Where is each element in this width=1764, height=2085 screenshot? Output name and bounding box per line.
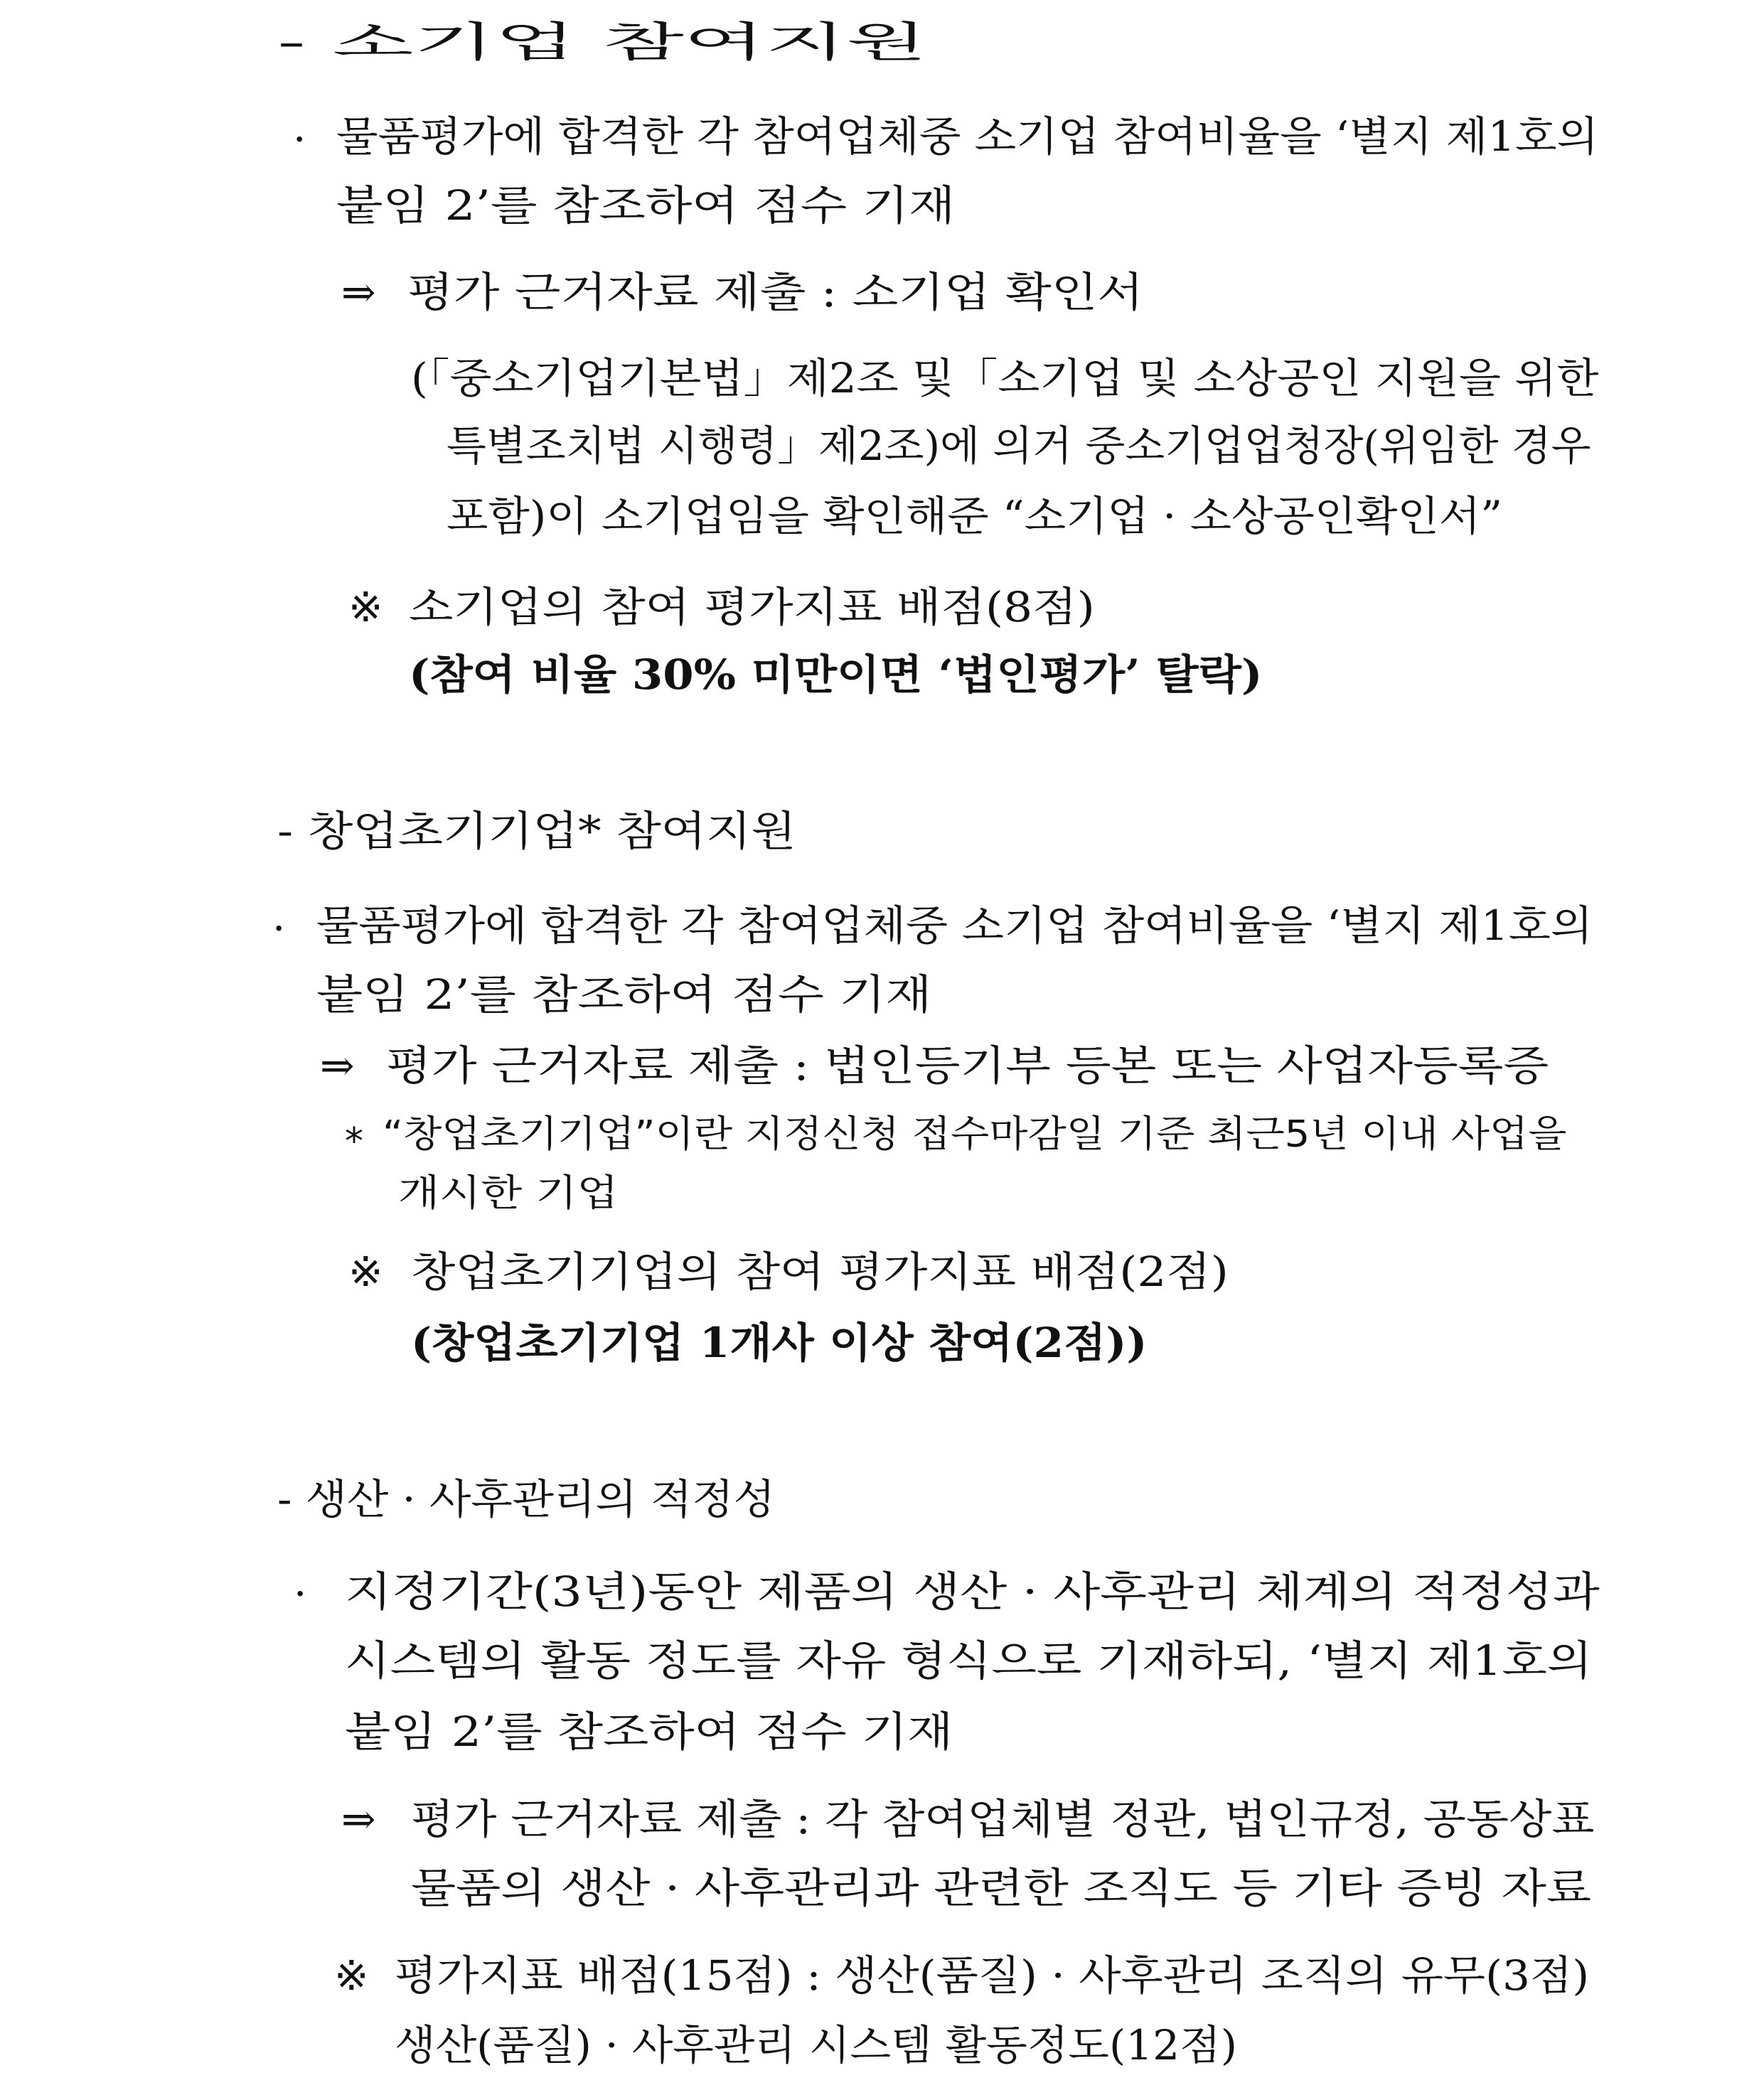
asterisk-mark: * xyxy=(345,1120,363,1163)
arrow-icon: ⇒ xyxy=(341,1795,376,1843)
section-heading: - 창업초기기업* 참여지원 xyxy=(277,807,796,855)
bullet-mark: · xyxy=(272,904,286,953)
section-heading: - 생산 · 사후관리의 적정성 xyxy=(277,1475,776,1523)
evidence-line: 평가 근거자료 제출 : 법인등기부 등본 또는 사업자등록증 xyxy=(386,1041,1549,1090)
note-line: 생산(품질) · 사후관리 시스템 활동정도(12점) xyxy=(395,2021,1237,2069)
note-line: 소기업의 참여 평가지표 배점(8점) xyxy=(409,583,1095,631)
note-line: 창업초기기업의 참여 평가지표 배점(2점) xyxy=(411,1248,1229,1296)
bullet-line: 물품평가에 합격한 각 참여업체중 소기업 참여비율을 ‘별지 제1호의 xyxy=(336,112,1599,161)
section-heading: - 소기업 참여지원 xyxy=(277,18,928,66)
paren-line: 특별조치법 시행령」제2조)에 의거 중소기업업청장(위임한 경우 xyxy=(447,422,1591,470)
bullet-line: 붙임 2’를 참조하여 점수 기재 xyxy=(345,1708,953,1756)
bullet-line: 물품평가에 합격한 각 참여업체중 소기업 참여비율을 ‘별지 제1호의 xyxy=(316,901,1593,950)
evidence-line: 평가 근거자료 제출 : 각 참여업체별 정관, 법인규정, 공동상표 xyxy=(411,1795,1595,1843)
note-line: 평가지표 배점(15점) : 생산(품질) · 사후관리 조직의 유무(3점) xyxy=(395,1951,1590,2000)
arrow-icon: ⇒ xyxy=(320,1041,355,1090)
paren-line: 포함)이 소기업임을 확인해준 “소기업 · 소상공인확인서” xyxy=(447,492,1503,540)
bullet-mark: · xyxy=(294,1570,307,1618)
reference-mark-icon: ※ xyxy=(348,583,383,631)
note-bold-line: (참여 비율 30% 미만이면 ‘법인평가’ 탈락) xyxy=(409,650,1263,699)
reference-mark-icon: ※ xyxy=(348,1248,383,1296)
bullet-line: 붙임 2’를 참조하여 점수 기재 xyxy=(336,181,956,230)
footnote-line: 개시한 기업 xyxy=(398,1172,619,1215)
bullet-line: 붙임 2’를 참조하여 점수 기재 xyxy=(316,970,932,1019)
evidence-line: 물품의 생산 · 사후관리과 관련한 조직도 등 기타 증빙 자료 xyxy=(411,1864,1592,1912)
bullet-mark: · xyxy=(293,115,306,164)
footnote-line: “창업초기기업”이란 지정신청 접수마감일 기준 최근5년 이내 사업을 xyxy=(383,1113,1567,1156)
reference-mark-icon: ※ xyxy=(334,1951,369,2000)
note-bold-line: (창업초기기업 1개사 이상 참여(2점)) xyxy=(411,1319,1148,1367)
bullet-line: 지정기간(3년)동안 제품의 생산 · 사후관리 체계의 적정성과 xyxy=(345,1567,1600,1616)
evidence-line: 평가 근거자료 제출 : 소기업 확인서 xyxy=(407,268,1144,316)
arrow-icon: ⇒ xyxy=(341,268,376,316)
paren-line: (「중소기업기본법」제2조 및「소기업 및 소상공인 지원을 위한 xyxy=(411,354,1599,402)
bullet-line: 시스템의 활동 정도를 자유 형식으로 기재하되, ‘별지 제1호의 xyxy=(345,1636,1593,1685)
